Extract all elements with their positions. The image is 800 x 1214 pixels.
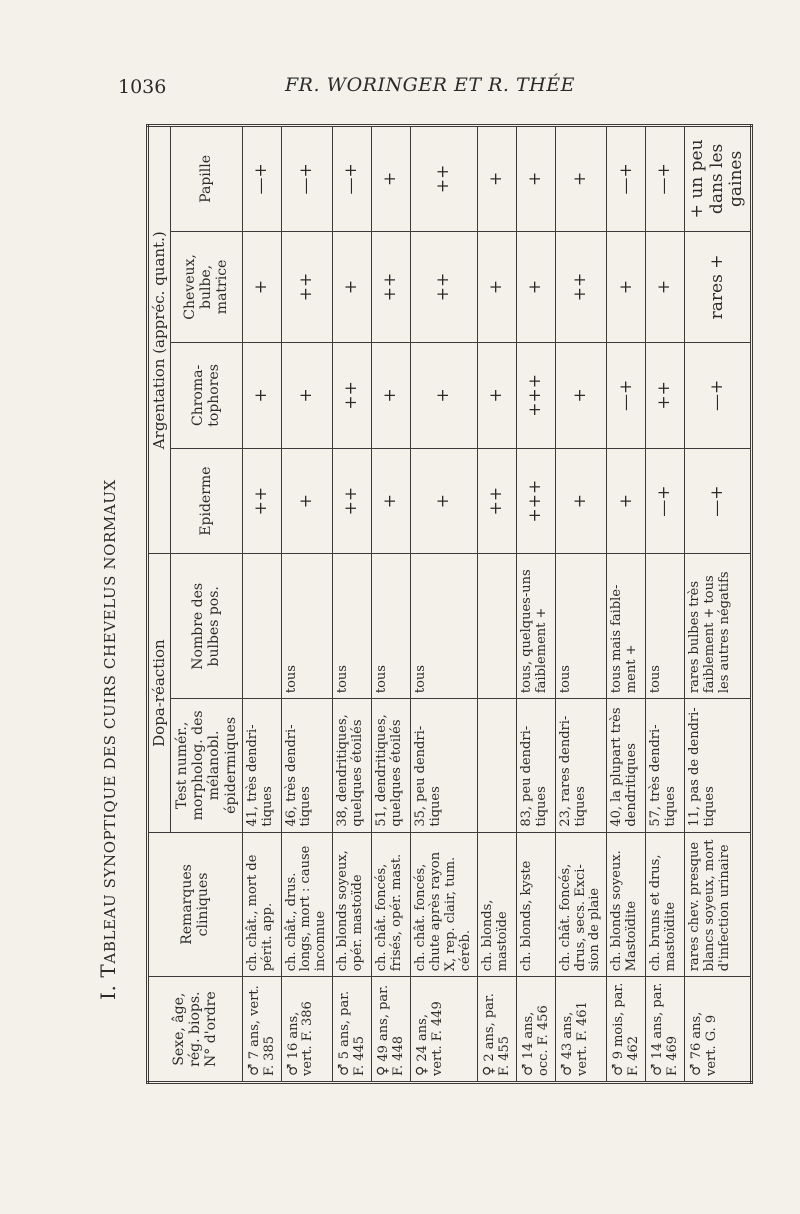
table-row: [242, 126, 281, 1083]
cell-sexe: [281, 977, 333, 1083]
cell-papille: +: [372, 126, 411, 232]
group-header-dopa: Dopa-réaction: [148, 554, 171, 832]
table-row: [372, 126, 411, 1083]
cell-chroma: +: [411, 343, 478, 449]
cell-test: 40, la plupart très dendritiques: [607, 699, 646, 833]
sex-symbol: ♀: [375, 1065, 392, 1076]
cell-id: 16 ans, vert. F. 386: [285, 1001, 316, 1076]
cell-id: 14 ans, occ. F. 456: [520, 1005, 551, 1076]
sex-symbol: ♂: [284, 1063, 301, 1076]
table-row: [607, 126, 646, 1083]
running-title: FR. WORINGER ET R. THÉE: [285, 74, 575, 96]
cell-test: 51, dendritiques, quelques étoilés: [372, 699, 411, 833]
col-header-nombre: Nombre des bulbes pos.: [171, 554, 242, 699]
cell-chroma: +: [372, 343, 411, 449]
cell-cheveux: ++: [281, 231, 333, 342]
cell-epiderme: —+: [685, 448, 752, 554]
table-row: [411, 126, 478, 1083]
cell-epiderme: +: [281, 448, 333, 554]
table-title-rest: ABLEAU SYNOPTIQUE DES CUIRS CHEVELUS NORMAUX: [101, 479, 119, 964]
sex-symbol: ♂: [649, 1063, 666, 1076]
cell-nombre: tous: [555, 554, 607, 699]
cell-id: 14 ans, par. F. 469: [650, 982, 681, 1076]
cell-nombre: tous: [333, 554, 372, 699]
cell-sexe: [242, 977, 281, 1083]
cell-test: 57, très dendri-tiques: [646, 699, 685, 833]
cell-papille: —+: [646, 126, 685, 232]
cell-sexe: [607, 977, 646, 1083]
cell-id: 76 ans, vert. G. 9: [689, 1011, 720, 1076]
cell-remarques: ch. blonds, kyste: [516, 832, 555, 977]
table-row: [685, 126, 752, 1083]
cell-nombre: [477, 554, 516, 699]
cell-chroma: +: [477, 343, 516, 449]
cell-chroma: —+: [685, 343, 752, 449]
table-title: [96, 479, 120, 1000]
cell-test: 35, peu dendri-tiques: [411, 699, 478, 833]
col-header-cheveux: Cheveux, bulbe, matrice: [171, 231, 242, 342]
table-title-cap: T: [96, 963, 120, 978]
table-row: [281, 126, 333, 1083]
cell-sexe: [372, 977, 411, 1083]
cell-cheveux: +: [477, 231, 516, 342]
cell-cheveux: ++: [372, 231, 411, 342]
cell-nombre: tous: [372, 554, 411, 699]
sex-symbol: ♂: [519, 1063, 536, 1076]
cell-test: 83, peu dendri-tiques: [516, 699, 555, 833]
table-row: [516, 126, 555, 1083]
sex-symbol: ♂: [558, 1063, 575, 1076]
cell-nombre: [242, 554, 281, 699]
cell-cheveux: +: [607, 231, 646, 342]
cell-id: 5 ans, par. F. 445: [337, 990, 368, 1076]
col-header-papille: Papille: [171, 126, 242, 232]
synoptic-table-wrapper: [146, 124, 751, 1084]
cell-test: [477, 699, 516, 833]
synoptic-table: [146, 124, 753, 1084]
cell-sexe: [477, 977, 516, 1083]
sex-symbol: ♀: [480, 1065, 497, 1076]
cell-nombre: tous mais faible-ment +: [607, 554, 646, 699]
col-header-chroma: Chroma-tophores: [171, 343, 242, 449]
cell-remarques: ch. chât. foncés, drus, secs. Exci-sion de plaie: [555, 832, 607, 977]
cell-nombre: tous, quelques-uns faiblement +: [516, 554, 555, 699]
group-header-argentation: Argentation (appréc. quant.): [148, 126, 171, 554]
cell-cheveux: ++: [411, 231, 478, 342]
cell-papille: +: [516, 126, 555, 232]
cell-papille: + un peu dans les gaines: [685, 126, 752, 232]
cell-cheveux: +: [242, 231, 281, 342]
cell-id: 49 ans, par. F. 448: [376, 984, 407, 1076]
cell-papille: —+: [242, 126, 281, 232]
cell-nombre: tous: [281, 554, 333, 699]
cell-epiderme: +: [411, 448, 478, 554]
cell-epiderme: +: [555, 448, 607, 554]
sex-symbol: ♀: [414, 1065, 431, 1076]
cell-remarques: ch. chât. foncés, frisés, opér. mast.: [372, 832, 411, 977]
cell-epiderme: ++: [477, 448, 516, 554]
table-row: [333, 126, 372, 1083]
cell-epiderme: ++: [333, 448, 372, 554]
cell-chroma: +: [281, 343, 333, 449]
cell-sexe: [516, 977, 555, 1083]
cell-sexe: [555, 977, 607, 1083]
col-header-sexe: Sexe, âge, rég. biops. N° d'ordre: [148, 977, 243, 1083]
cell-sexe: [646, 977, 685, 1083]
cell-epiderme: +++: [516, 448, 555, 554]
group-header-row: [148, 126, 171, 1083]
cell-chroma: +++: [516, 343, 555, 449]
cell-chroma: ++: [333, 343, 372, 449]
cell-remarques: ch. chât. foncés, chute après rayon X, rep. clair, tum. céréb.: [411, 832, 478, 977]
sex-symbol: ♂: [336, 1063, 353, 1076]
cell-sexe: [411, 977, 478, 1083]
cell-epiderme: +: [607, 448, 646, 554]
cell-nombre: tous: [411, 554, 478, 699]
col-header-epiderme: Epiderme: [171, 448, 242, 554]
page-header: [0, 0, 800, 130]
table-number: I.: [96, 984, 120, 1000]
cell-epiderme: —+: [646, 448, 685, 554]
cell-cheveux: ++: [555, 231, 607, 342]
cell-test: 41, très dendri-tiques: [242, 699, 281, 833]
cell-remarques: ch. blonds soyeux. Mastoïdite: [607, 832, 646, 977]
cell-test: 23, rares dendri-tiques: [555, 699, 607, 833]
col-header-test: Test numér., morpholog. des mélanobl. épidermiques: [171, 699, 242, 833]
cell-epiderme: +: [372, 448, 411, 554]
cell-papille: —+: [281, 126, 333, 232]
cell-sexe: [685, 977, 752, 1083]
cell-id: 9 mois, par. F. 462: [611, 982, 642, 1076]
table-row: [477, 126, 516, 1083]
cell-remarques: ch. blonds, mastoïde: [477, 832, 516, 977]
cell-epiderme: ++: [242, 448, 281, 554]
cell-papille: —+: [607, 126, 646, 232]
cell-cheveux: +: [646, 231, 685, 342]
cell-nombre: tous: [646, 554, 685, 699]
cell-papille: —+: [333, 126, 372, 232]
cell-chroma: +: [555, 343, 607, 449]
cell-remarques: ch. chât., drus. longs, mort : cause inconnue: [281, 832, 333, 977]
cell-remarques: ch. bruns et drus, mastoïdite: [646, 832, 685, 977]
cell-remarques: ch. chât., mort de périt. app.: [242, 832, 281, 977]
cell-chroma: —+: [607, 343, 646, 449]
cell-cheveux: +: [333, 231, 372, 342]
table-row: [555, 126, 607, 1083]
cell-papille: ++: [411, 126, 478, 232]
sex-symbol: ♂: [688, 1063, 705, 1076]
cell-id: 7 ans, vert. F. 385: [246, 985, 277, 1076]
cell-id: 24 ans, vert. F. 449: [415, 1001, 445, 1076]
cell-papille: +: [555, 126, 607, 232]
cell-nombre: rares bulbes très faiblement + tous les autres négatifs: [685, 554, 752, 699]
cell-test: 11, pas de dendri-tiques: [685, 699, 752, 833]
cell-papille: +: [477, 126, 516, 232]
sex-symbol: ♂: [610, 1063, 627, 1076]
cell-cheveux: rares +: [685, 231, 752, 342]
cell-chroma: +: [242, 343, 281, 449]
cell-id: 2 ans, par. F. 455: [481, 993, 512, 1076]
cell-remarques: rares chev. presque blancs soyeux, mort d'infection urinaire: [685, 832, 752, 977]
cell-id: 43 ans, vert. F. 461: [559, 1001, 590, 1076]
cell-chroma: ++: [646, 343, 685, 449]
cell-test: 38, dendritiques, quelques étoilés: [333, 699, 372, 833]
page-number: 1036: [118, 76, 167, 98]
cell-cheveux: +: [516, 231, 555, 342]
cell-test: 46, très dendri-tiques: [281, 699, 333, 833]
table-row: [646, 126, 685, 1083]
cell-remarques: ch. blonds soyeux, opér. mastoïde: [333, 832, 372, 977]
sex-symbol: ♂: [245, 1063, 262, 1076]
col-header-remarques: Remarques cliniques: [148, 832, 243, 977]
cell-sexe: [333, 977, 372, 1083]
